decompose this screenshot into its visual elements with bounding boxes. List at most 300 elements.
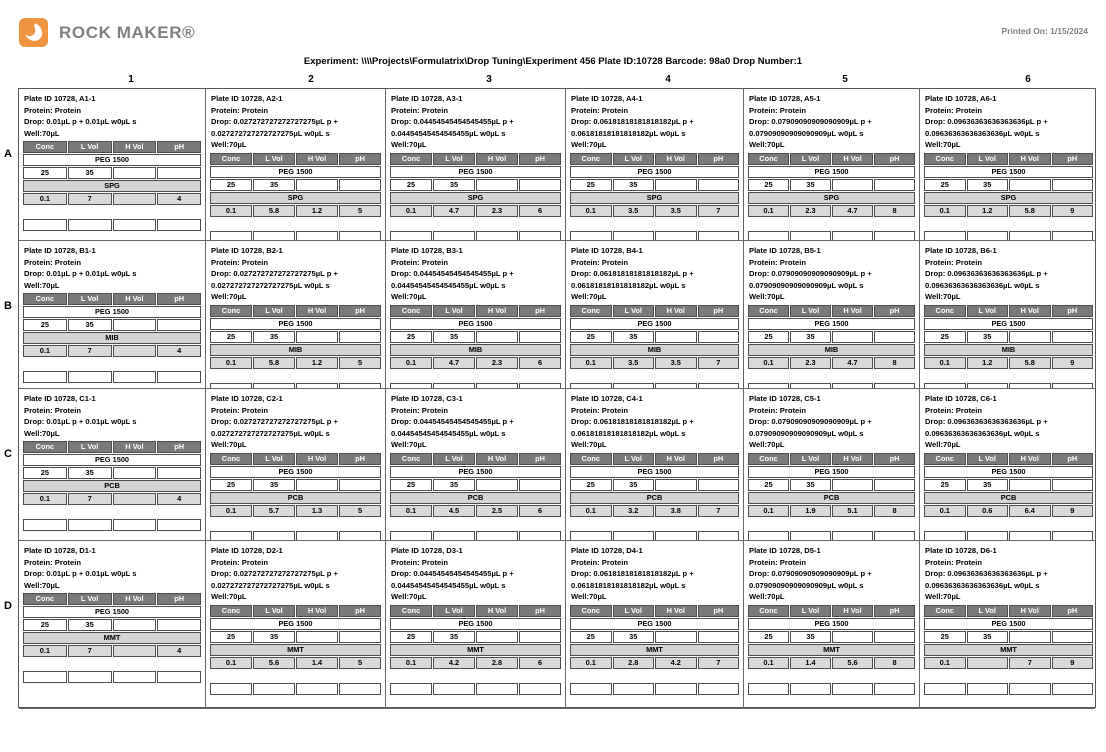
- condition-table: [22, 140, 202, 232]
- well-info: [744, 541, 919, 603]
- reagent2-conc-value: 0.1: [23, 193, 67, 205]
- well-info: [386, 389, 565, 451]
- plate-row-D: [19, 541, 1095, 709]
- column-header-l-vol: L Vol: [790, 605, 831, 617]
- reagent1-ph-value: [339, 479, 381, 491]
- condition-header-row: [748, 305, 915, 317]
- condition-header-row: [570, 453, 739, 465]
- column-header-h-vol: H Vol: [476, 153, 518, 165]
- well-drop-label: Drop: 0.09636363636363636µL p + 0.09636363636363636µL w0µL s: [925, 269, 1048, 290]
- well-drop-label: Drop: 0.04454545454545455µL p + 0.04454545454545455µL w0µL s: [391, 569, 514, 590]
- well-volume-label: Well:70µL: [391, 292, 427, 302]
- reagent2-l-vol-value: 2.3: [790, 205, 831, 217]
- well-drop-label: Drop: 0.07909090909090909µL p + 0.07909090909090909µL w0µL s: [749, 117, 872, 138]
- well-A5[interactable]: [743, 89, 919, 241]
- reagent2-h-vol-value: 6.4: [1009, 505, 1051, 517]
- column-header-ph: pH: [519, 305, 561, 317]
- reagent1-conc-value: 25: [23, 319, 67, 331]
- condition-header-row: [570, 605, 739, 617]
- column-number-3: 3: [486, 74, 492, 85]
- well-volume-label: Well:70µL: [211, 140, 247, 150]
- reagent1-h-vol-value: [655, 331, 697, 343]
- reagent1-conc-value: 25: [924, 179, 966, 191]
- reagent1-conc-value: 25: [924, 631, 966, 643]
- well-volume-label: Well:70µL: [24, 128, 60, 138]
- well-title: Plate ID 10728, A4-1: [571, 94, 643, 103]
- reagent2-l-vol-value: 2.8: [613, 657, 655, 669]
- well-A3[interactable]: [385, 89, 565, 241]
- column-header-h-vol: H Vol: [832, 605, 873, 617]
- well-info: [566, 541, 743, 603]
- reagent2-h-vol-value: 5.8: [1009, 205, 1051, 217]
- reagent1-h-vol-value: [655, 179, 697, 191]
- reagent2-name-row: [924, 644, 1093, 656]
- column-header-conc: Conc: [210, 453, 252, 465]
- condition-empty-cell: [113, 219, 157, 231]
- well-drop-label: Drop: 0.04454545454545455µL p + 0.04454545454545455µL w0µL s: [391, 269, 514, 290]
- reagent1-ph-value: [698, 331, 740, 343]
- reagent1-name: PEG 1500: [570, 166, 739, 178]
- condition-blank-cell: [23, 206, 201, 218]
- well-D1[interactable]: [19, 541, 205, 709]
- well-D5[interactable]: [743, 541, 919, 709]
- reagent1-name-row: [210, 466, 381, 478]
- condition-table: [923, 604, 1094, 696]
- reagent2-l-vol-value: 3.5: [613, 205, 655, 217]
- reagent1-ph-value: [339, 179, 381, 191]
- reagent2-name-row: [570, 192, 739, 204]
- column-header-h-vol: H Vol: [296, 453, 338, 465]
- reagent1-value-row: [570, 631, 739, 643]
- well-volume-label: Well:70µL: [391, 440, 427, 450]
- condition-header-row: [924, 153, 1093, 165]
- reagent1-h-vol-value: [113, 319, 157, 331]
- well-protein-label: Protein: Protein: [749, 557, 806, 567]
- well-info: [206, 241, 385, 303]
- well-info: [920, 89, 1097, 151]
- page-header: [0, 0, 1106, 52]
- well-protein-label: Protein: Protein: [24, 257, 81, 267]
- condition-blank-row: [570, 670, 739, 682]
- well-title: Plate ID 10728, B3-1: [391, 246, 463, 255]
- well-drop-label: Drop: 0.09636363636363636µL p + 0.09636363636363636µL w0µL s: [925, 417, 1048, 438]
- column-header-l-vol: L Vol: [253, 305, 295, 317]
- column-header-conc: Conc: [570, 305, 612, 317]
- condition-empty-cell: [68, 519, 112, 531]
- well-protein-label: Protein: Protein: [749, 105, 806, 115]
- condition-blank-row: [210, 670, 381, 682]
- reagent2-name-row: [748, 344, 915, 356]
- reagent2-h-vol-value: 4.7: [832, 205, 873, 217]
- condition-empty-row: [924, 683, 1093, 695]
- well-C3[interactable]: [385, 389, 565, 541]
- condition-blank-cell: [924, 518, 1093, 530]
- reagent1-name: PEG 1500: [390, 318, 561, 330]
- reagent2-h-vol-value: 5.1: [832, 505, 873, 517]
- reagent1-name: PEG 1500: [210, 618, 381, 630]
- reagent2-ph-value: 7: [698, 657, 740, 669]
- reagent2-l-vol-value: 7: [68, 493, 112, 505]
- reagent2-value-row: [390, 357, 561, 369]
- well-A6[interactable]: [919, 89, 1097, 241]
- condition-empty-row: [23, 371, 201, 383]
- condition-empty-cell: [113, 519, 157, 531]
- reagent1-conc-value: 25: [390, 479, 432, 491]
- reagent1-value-row: [570, 479, 739, 491]
- well-drop-label: Drop: 0.06181818181818182µL p + 0.06181818181818182µL w0µL s: [571, 117, 694, 138]
- plate-row-A: [19, 89, 1095, 241]
- well-info: [566, 89, 743, 151]
- reagent2-l-vol-value: 1.2: [967, 205, 1009, 217]
- reagent1-value-row: [748, 631, 915, 643]
- reagent1-name-row: [23, 606, 201, 618]
- reagent2-name-row: [924, 344, 1093, 356]
- reagent2-conc-value: 0.1: [390, 657, 432, 669]
- reagent2-ph-value: 8: [874, 505, 915, 517]
- reagent1-h-vol-value: [296, 331, 338, 343]
- reagent1-l-vol-value: 35: [68, 167, 112, 179]
- column-header-l-vol: L Vol: [967, 453, 1009, 465]
- reagent2-l-vol-value: 7: [68, 193, 112, 205]
- well-protein-label: Protein: Protein: [925, 105, 982, 115]
- well-title: Plate ID 10728, D6-1: [925, 546, 997, 555]
- reagent1-l-vol-value: 35: [967, 179, 1009, 191]
- reagent2-value-row: [23, 193, 201, 205]
- column-header-l-vol: L Vol: [253, 453, 295, 465]
- reagent2-h-vol-value: 1.3: [296, 505, 338, 517]
- column-header-conc: Conc: [924, 605, 966, 617]
- well-title: Plate ID 10728, D5-1: [749, 546, 821, 555]
- reagent2-conc-value: 0.1: [23, 345, 67, 357]
- reagent2-ph-value: 8: [874, 357, 915, 369]
- well-B2[interactable]: [205, 241, 385, 389]
- well-volume-label: Well:70µL: [571, 440, 607, 450]
- reagent2-value-row: [748, 205, 915, 217]
- column-header-l-vol: L Vol: [68, 293, 112, 305]
- reagent2-ph-value: 5: [339, 657, 381, 669]
- column-header-l-vol: L Vol: [613, 305, 655, 317]
- reagent2-ph-value: 5: [339, 205, 381, 217]
- well-volume-label: Well:70µL: [571, 592, 607, 602]
- condition-header-row: [570, 305, 739, 317]
- reagent1-conc-value: 25: [210, 331, 252, 343]
- column-header-h-vol: H Vol: [655, 153, 697, 165]
- condition-empty-row: [748, 683, 915, 695]
- well-drop-label: Drop: 0.01µL p + 0.01µL w0µL s: [24, 417, 137, 427]
- column-header-h-vol: H Vol: [113, 141, 157, 153]
- reagent2-name: SPG: [570, 192, 739, 204]
- well-title: Plate ID 10728, C2-1: [211, 394, 283, 403]
- reagent1-ph-value: [874, 631, 915, 643]
- well-protein-label: Protein: Protein: [571, 105, 628, 115]
- column-header-conc: Conc: [210, 605, 252, 617]
- reagent2-conc-value: 0.1: [570, 657, 612, 669]
- column-header-conc: Conc: [390, 605, 432, 617]
- well-info: [566, 241, 743, 303]
- column-header-h-vol: H Vol: [476, 305, 518, 317]
- well-protein-label: Protein: Protein: [749, 405, 806, 415]
- condition-empty-cell: [157, 671, 201, 683]
- reagent2-name: SPG: [390, 192, 561, 204]
- reagent1-h-vol-value: [296, 479, 338, 491]
- reagent2-name-row: [570, 644, 739, 656]
- well-drop-label: Drop: 0.09636363636363636µL p + 0.09636363636363636µL w0µL s: [925, 569, 1048, 590]
- reagent1-h-vol-value: [832, 631, 873, 643]
- well-volume-label: Well:70µL: [391, 140, 427, 150]
- column-header-l-vol: L Vol: [253, 605, 295, 617]
- well-B1[interactable]: [19, 241, 205, 389]
- well-protein-label: Protein: Protein: [391, 257, 448, 267]
- row-label-column: [0, 88, 18, 708]
- column-header-l-vol: L Vol: [967, 605, 1009, 617]
- reagent2-conc-value: 0.1: [748, 657, 789, 669]
- column-header-ph: pH: [1052, 453, 1094, 465]
- condition-empty-cell: [924, 683, 966, 695]
- reagent2-name: MIB: [570, 344, 739, 356]
- reagent1-conc-value: 25: [210, 479, 252, 491]
- reagent2-h-vol-value: 1.4: [296, 657, 338, 669]
- well-volume-label: Well:70µL: [211, 440, 247, 450]
- reagent1-name-row: [748, 318, 915, 330]
- condition-blank-cell: [210, 370, 381, 382]
- well-C4[interactable]: [565, 389, 743, 541]
- well-volume-label: Well:70µL: [571, 292, 607, 302]
- reagent1-l-vol-value: 35: [253, 631, 295, 643]
- reagent2-name-row: [210, 192, 381, 204]
- well-protein-label: Protein: Protein: [211, 105, 268, 115]
- well-volume-label: Well:70µL: [571, 140, 607, 150]
- column-number-5: 5: [842, 74, 848, 85]
- reagent1-l-vol-value: 35: [790, 479, 831, 491]
- reagent1-ph-value: [157, 467, 201, 479]
- reagent2-l-vol-value: 5.8: [253, 205, 295, 217]
- well-B4[interactable]: [565, 241, 743, 389]
- well-A4[interactable]: [565, 89, 743, 241]
- condition-header-row: [390, 605, 561, 617]
- well-B3[interactable]: [385, 241, 565, 389]
- reagent2-conc-value: 0.1: [210, 357, 252, 369]
- reagent2-value-row: [924, 657, 1093, 669]
- reagent2-ph-value: 9: [1052, 657, 1094, 669]
- column-header-ph: pH: [698, 453, 740, 465]
- reagent2-name-row: [570, 344, 739, 356]
- condition-blank-cell: [390, 670, 561, 682]
- reagent1-name: PEG 1500: [23, 454, 201, 466]
- condition-empty-cell: [390, 683, 432, 695]
- condition-empty-cell: [570, 683, 612, 695]
- well-C6[interactable]: [919, 389, 1097, 541]
- column-header-ph: pH: [874, 305, 915, 317]
- reagent2-ph-value: 5: [339, 505, 381, 517]
- reagent2-value-row: [390, 657, 561, 669]
- well-volume-label: Well:70µL: [211, 292, 247, 302]
- column-header-ph: pH: [339, 605, 381, 617]
- reagent2-ph-value: 8: [874, 205, 915, 217]
- condition-table: [569, 304, 740, 389]
- condition-empty-cell: [157, 219, 201, 231]
- condition-table: [747, 152, 916, 241]
- condition-header-row: [570, 153, 739, 165]
- column-header-l-vol: L Vol: [967, 153, 1009, 165]
- well-volume-label: Well:70µL: [925, 292, 961, 302]
- reagent2-h-vol-value: 2.3: [476, 357, 518, 369]
- well-volume-label: Well:70µL: [24, 428, 60, 438]
- well-D6[interactable]: [919, 541, 1097, 709]
- condition-empty-cell: [68, 671, 112, 683]
- well-D3[interactable]: [385, 541, 565, 709]
- well-drop-label: Drop: 0.04454545454545455µL p + 0.04454545454545455µL w0µL s: [391, 417, 514, 438]
- condition-header-row: [924, 605, 1093, 617]
- reagent2-conc-value: 0.1: [570, 205, 612, 217]
- reagent1-name-row: [390, 318, 561, 330]
- condition-table: [569, 452, 740, 541]
- reagent2-l-vol-value: 7: [68, 345, 112, 357]
- column-header-ph: pH: [1052, 605, 1094, 617]
- condition-blank-cell: [23, 358, 201, 370]
- column-header-conc: Conc: [570, 153, 612, 165]
- reagent2-ph-value: 5: [339, 357, 381, 369]
- reagent1-l-vol-value: 35: [967, 631, 1009, 643]
- reagent1-name: PEG 1500: [924, 318, 1093, 330]
- reagent1-l-vol-value: 35: [967, 479, 1009, 491]
- condition-header-row: [23, 441, 201, 453]
- condition-blank-cell: [748, 518, 915, 530]
- reagent2-l-vol-value: 4.2: [433, 657, 475, 669]
- condition-table: [569, 604, 740, 696]
- condition-empty-cell: [433, 683, 475, 695]
- condition-empty-cell: [23, 371, 67, 383]
- column-header-conc: Conc: [748, 153, 789, 165]
- reagent2-conc-value: 0.1: [570, 357, 612, 369]
- reagent1-ph-value: [1052, 631, 1094, 643]
- condition-blank-cell: [924, 370, 1093, 382]
- well-protein-label: Protein: Protein: [24, 405, 81, 415]
- reagent2-l-vol-value: 0.6: [967, 505, 1009, 517]
- condition-header-row: [390, 453, 561, 465]
- well-title: Plate ID 10728, C6-1: [925, 394, 997, 403]
- condition-table: [209, 452, 382, 541]
- reagent1-conc-value: 25: [23, 619, 67, 631]
- condition-empty-cell: [23, 219, 67, 231]
- reagent1-l-vol-value: 35: [790, 631, 831, 643]
- condition-empty-cell: [23, 671, 67, 683]
- condition-blank-cell: [748, 370, 915, 382]
- reagent1-name-row: [390, 618, 561, 630]
- well-C1[interactable]: [19, 389, 205, 541]
- condition-header-row: [390, 305, 561, 317]
- well-protein-label: Protein: Protein: [211, 557, 268, 567]
- well-protein-label: Protein: Protein: [24, 105, 81, 115]
- reagent1-conc-value: 25: [23, 167, 67, 179]
- reagent1-h-vol-value: [113, 467, 157, 479]
- reagent2-name-row: [210, 344, 381, 356]
- reagent2-name-row: [390, 192, 561, 204]
- reagent2-name-row: [23, 632, 201, 644]
- well-drop-label: Drop: 0.027272727272727275µL p + 0.027272727272727275µL w0µL s: [211, 417, 338, 438]
- reagent2-l-vol-value: 5.8: [253, 357, 295, 369]
- reagent1-name-row: [570, 166, 739, 178]
- condition-blank-row: [23, 506, 201, 518]
- reagent1-l-vol-value: 35: [613, 631, 655, 643]
- well-A1[interactable]: [19, 89, 205, 241]
- reagent2-ph-value: 9: [1052, 357, 1094, 369]
- reagent1-name-row: [210, 618, 381, 630]
- column-header-conc: Conc: [390, 305, 432, 317]
- well-title: Plate ID 10728, B5-1: [749, 246, 821, 255]
- condition-blank-row: [390, 518, 561, 530]
- reagent1-ph-value: [698, 179, 740, 191]
- reagent1-conc-value: 25: [390, 331, 432, 343]
- reagent1-value-row: [390, 331, 561, 343]
- reagent1-conc-value: 25: [748, 479, 789, 491]
- column-header-conc: Conc: [210, 153, 252, 165]
- condition-blank-row: [23, 658, 201, 670]
- reagent1-l-vol-value: 35: [68, 319, 112, 331]
- reagent1-name: PEG 1500: [570, 618, 739, 630]
- column-header-conc: Conc: [23, 293, 67, 305]
- column-header-conc: Conc: [390, 453, 432, 465]
- reagent1-l-vol-value: 35: [68, 467, 112, 479]
- reagent1-h-vol-value: [1009, 179, 1051, 191]
- column-header-conc: Conc: [748, 305, 789, 317]
- reagent1-name: PEG 1500: [23, 154, 201, 166]
- reagent2-name-row: [924, 492, 1093, 504]
- condition-empty-cell: [113, 371, 157, 383]
- well-volume-label: Well:70µL: [391, 592, 427, 602]
- reagent1-conc-value: 25: [210, 179, 252, 191]
- condition-table: [22, 592, 202, 684]
- reagent2-h-vol-value: 1.2: [296, 357, 338, 369]
- reagent1-name: PEG 1500: [23, 606, 201, 618]
- reagent2-name-row: [210, 492, 381, 504]
- well-B5[interactable]: [743, 241, 919, 389]
- reagent1-name: PEG 1500: [210, 318, 381, 330]
- well-volume-label: Well:70µL: [749, 140, 785, 150]
- column-header-h-vol: H Vol: [1009, 605, 1051, 617]
- reagent2-ph-value: 6: [519, 357, 561, 369]
- reagent1-value-row: [23, 167, 201, 179]
- reagent1-name-row: [570, 618, 739, 630]
- well-A2[interactable]: [205, 89, 385, 241]
- reagent1-name-row: [924, 166, 1093, 178]
- condition-table: [569, 152, 740, 241]
- reagent1-ph-value: [1052, 479, 1094, 491]
- reagent2-name-row: [23, 480, 201, 492]
- reagent2-name-row: [23, 180, 201, 192]
- reagent2-ph-value: 6: [519, 657, 561, 669]
- reagent1-ph-value: [339, 631, 381, 643]
- well-D2[interactable]: [205, 541, 385, 709]
- condition-blank-cell: [748, 218, 915, 230]
- condition-blank-cell: [924, 218, 1093, 230]
- well-drop-label: Drop: 0.07909090909090909µL p + 0.07909090909090909µL w0µL s: [749, 569, 872, 590]
- well-title: Plate ID 10728, B4-1: [571, 246, 643, 255]
- reagent1-ph-value: [519, 179, 561, 191]
- well-D4[interactable]: [565, 541, 743, 709]
- well-B6[interactable]: [919, 241, 1097, 389]
- condition-empty-cell: [253, 683, 295, 695]
- reagent1-name-row: [390, 466, 561, 478]
- well-C5[interactable]: [743, 389, 919, 541]
- well-C2[interactable]: [205, 389, 385, 541]
- condition-table: [22, 440, 202, 532]
- reagent2-value-row: [210, 657, 381, 669]
- well-protein-label: Protein: Protein: [571, 257, 628, 267]
- reagent2-name-row: [390, 492, 561, 504]
- reagent1-ph-value: [874, 179, 915, 191]
- condition-blank-row: [570, 518, 739, 530]
- reagent2-name-row: [570, 492, 739, 504]
